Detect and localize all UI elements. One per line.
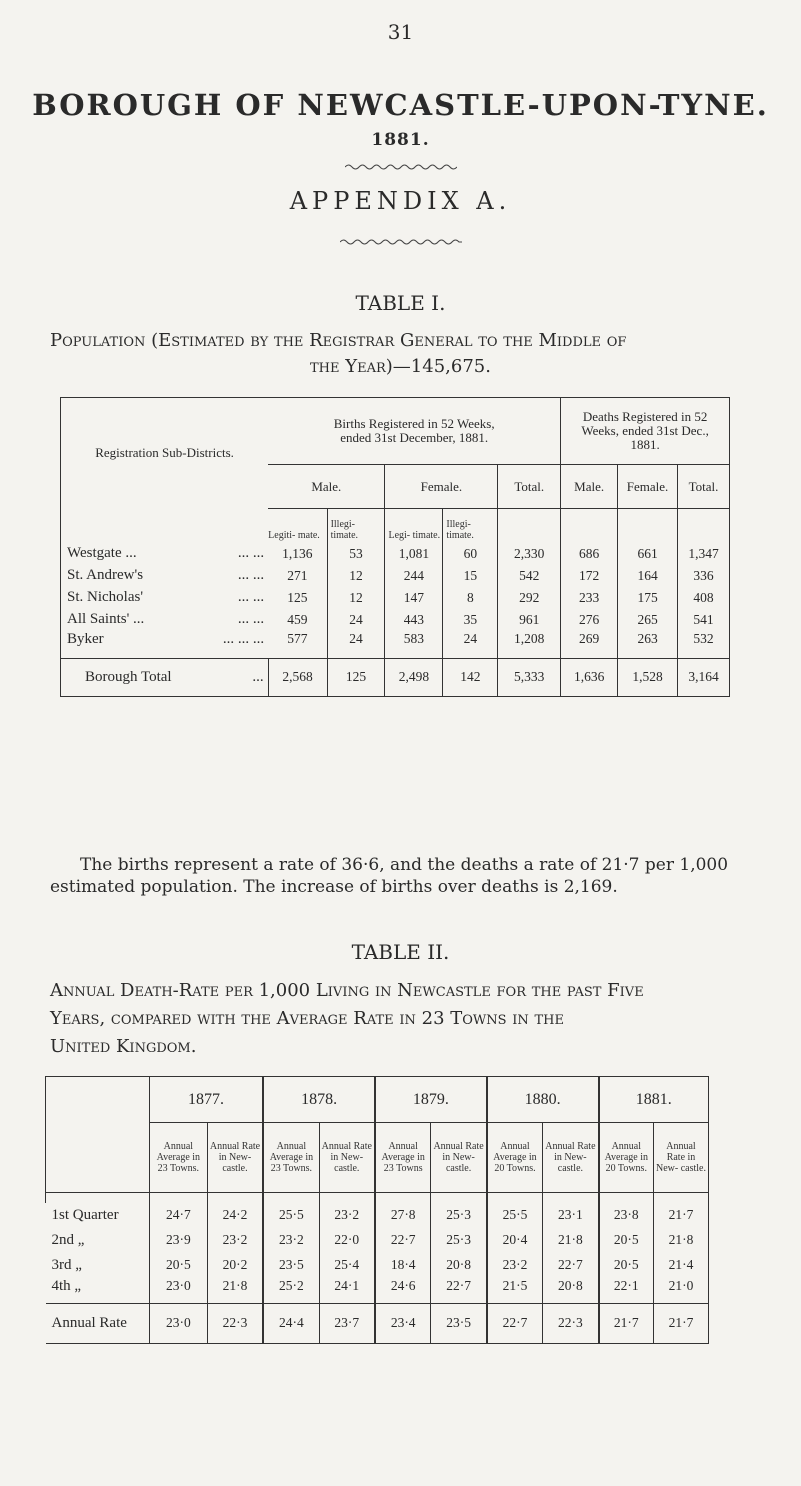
table-row [61,631,730,659]
table-row [61,609,730,631]
cell: 292 [498,587,561,609]
table1-caption-line1: Population (Estimated by the Registrar General to the Middle of [50,330,627,351]
cell: 23·5 [263,1253,319,1278]
cell: 22·3 [543,1303,599,1343]
cell: 1,136 [282,545,313,561]
cell: 25·2 [263,1278,319,1304]
cell: 22·7 [431,1278,487,1304]
table2-caption-line1: Annual Death-Rate per 1,000 Living in Newcastle for the past Five [50,980,644,1001]
cell: 125 [287,589,308,605]
row-name: 1st Quarter [51,1206,119,1223]
table2-heading: TABLE II. [351,940,450,964]
cell: 24 [443,631,498,659]
cell: 23·8 [599,1203,654,1228]
cell: 961 [498,609,561,631]
births-male-header: Male. [268,465,385,509]
cell: 53 [327,543,385,565]
cell: 20·5 [599,1253,654,1278]
cell: 532 [678,631,730,659]
table-row-total [61,658,730,696]
cell: 60 [443,543,498,565]
year-header-1880: 1880. [487,1077,599,1123]
year-header-1878: 1878. [263,1077,375,1123]
document-year: 1881. [371,130,430,150]
subheader: Annual Average in 23 Towns. [149,1123,207,1193]
cell: 20·5 [149,1253,207,1278]
cell: 24·1 [319,1278,375,1304]
legitimate-female-header: Legi- timate. [385,509,443,543]
cell: 21·0 [654,1278,709,1304]
cell: 21·8 [654,1228,709,1253]
cell: 20·5 [599,1228,654,1253]
row-name: All Saints' ... [67,611,145,627]
cell: 23·4 [375,1303,431,1343]
row-name: Borough Total [85,668,172,685]
subheader: Annual Rate in New- castle. [654,1123,709,1193]
table1-caption-line2: the Year)—145,675. [310,356,491,377]
cell: 265 [618,609,678,631]
table-row [61,587,730,609]
cell: 336 [678,565,730,587]
table-row [46,1253,709,1278]
leader-dots: ... ... [237,611,265,627]
cell: 23·1 [543,1203,599,1228]
cell: 541 [678,609,730,631]
page-number: 31 [387,20,414,44]
cell: 24·2 [207,1203,263,1228]
cell: 577 [287,631,308,646]
deaths-female-header: Female. [618,465,678,509]
table-row-annual [46,1303,709,1343]
cell: 22·3 [207,1303,263,1343]
leader-dots: ... ... ... [222,630,265,647]
table-row [46,1278,709,1304]
cell: 24·4 [263,1303,319,1343]
cell: 459 [287,611,308,627]
table2-caption-line2: Years, compared with the Average Rate in 23 Towns in the [50,1008,565,1029]
table-row [61,565,730,587]
cell: 25·3 [431,1228,487,1253]
cell: 269 [561,631,618,659]
row-name: St. Nicholas' [67,589,144,605]
cell: 1,081 [385,543,443,565]
row-name: 4th „ [51,1277,82,1294]
illegitimate-male-header: Illegi- timate. [327,509,385,543]
cell: 1,528 [618,658,678,696]
cell: 276 [561,609,618,631]
cell: 2,330 [498,543,561,565]
cell: 25·4 [319,1253,375,1278]
cell: 263 [618,631,678,659]
cell: 172 [561,565,618,587]
cell: 23·2 [487,1253,543,1278]
subheader: Annual Rate in New- castle. [431,1123,487,1193]
cell: 22·1 [599,1278,654,1304]
subheader: Annual Average in 23 Towns. [263,1123,319,1193]
summary-line1: The births represent a rate of 36·6, and the deaths a rate of 21·7 per 1,000 [80,855,729,875]
ornamental-rule [340,238,462,246]
cell: 12 [327,565,385,587]
subheader: Annual Rate in New- castle. [543,1123,599,1193]
cell: 20·2 [207,1253,263,1278]
cell: 24 [327,609,385,631]
births-total-header: Total. [498,465,561,509]
year-header-1879: 1879. [375,1077,487,1123]
cell: 21·4 [654,1253,709,1278]
row-name: St. Andrew's [67,567,144,583]
cell: 21·8 [543,1228,599,1253]
cell: 5,333 [498,658,561,696]
cell: 233 [561,587,618,609]
cell: 22·7 [375,1228,431,1253]
cell: 21·7 [654,1203,709,1228]
cell: 23·9 [149,1228,207,1253]
cell: 443 [385,609,443,631]
cell: 3,164 [678,658,730,696]
cell: 1,208 [498,631,561,659]
cell: 22·7 [487,1303,543,1343]
cell: 23·2 [319,1203,375,1228]
cell: 542 [498,565,561,587]
births-female-header: Female. [385,465,498,509]
cell: 583 [385,631,443,659]
cell: 24 [327,631,385,659]
cell: 147 [385,587,443,609]
year-header-1877: 1877. [149,1077,263,1123]
legitimate-male-header: Legiti- mate. [268,529,320,541]
cell: 21·5 [487,1278,543,1304]
subheader: Annual Rate in New- castle. [319,1123,375,1193]
cell: 18·4 [375,1253,431,1278]
cell: 23·7 [319,1303,375,1343]
cell: 24·7 [149,1203,207,1228]
cell: 23·5 [431,1303,487,1343]
cell: 22·7 [543,1253,599,1278]
cell: 1,636 [561,658,618,696]
cell: 20·8 [431,1253,487,1278]
document-title: BOROUGH OF NEWCASTLE-UPON-TYNE. [32,88,769,122]
cell: 27·8 [375,1203,431,1228]
cell: 661 [618,543,678,565]
deaths-male-header: Male. [561,465,618,509]
cell: 21·7 [599,1303,654,1343]
summary-line2: estimated population. The increase of births over deaths is 2,169. [50,877,618,897]
subheader: Annual Average in 20 Towns. [487,1123,543,1193]
deaths-header: Deaths Registered in 52 Weeks, ended 31st Dec., 1881. [561,398,730,465]
illegitimate-female-header: Illegi- timate. [443,509,498,543]
subheader: Annual Average in 23 Towns [375,1123,431,1193]
cell: 244 [385,565,443,587]
cell: 35 [443,609,498,631]
cell: 21·7 [654,1303,709,1343]
leader-dots: ... [252,668,264,685]
subheader: Annual Rate in New- castle. [207,1123,263,1193]
cell: 20·8 [543,1278,599,1304]
cell: 24·6 [375,1278,431,1304]
cell: 23·2 [263,1228,319,1253]
table2-caption-line3: United Kingdom. [50,1036,197,1057]
cell: 1,347 [678,543,730,565]
cell: 686 [561,543,618,565]
cell: 23·0 [149,1278,207,1304]
cell: 25·5 [487,1203,543,1228]
births-deaths-table [60,397,730,697]
cell: 25·3 [431,1203,487,1228]
table1-body [61,543,730,697]
year-header-1881: 1881. [599,1077,709,1123]
row-name: Annual Rate [46,1303,150,1343]
leader-dots: ... ... [237,589,265,605]
cell: 2,568 [268,658,327,696]
cell: 125 [327,658,385,696]
row-name: Byker [67,630,104,647]
table-row [46,1203,709,1228]
subheader: Annual Average in 20 Towns. [599,1123,654,1193]
table-row [61,543,730,565]
cell: 23·0 [149,1303,207,1343]
cell: 408 [678,587,730,609]
row-name: 3rd „ [51,1256,82,1273]
cell: 8 [443,587,498,609]
deaths-total-header: Total. [678,465,730,509]
leader-dots: ... ... [237,567,265,583]
table-row [46,1228,709,1253]
cell: 2,498 [385,658,443,696]
cell: 20·4 [487,1228,543,1253]
death-rate-table [45,1076,709,1344]
cell: 271 [287,567,308,583]
table1-heading: TABLE I. [355,291,446,315]
row-name: 2nd „ [51,1231,85,1248]
leader-dots: ... ... [237,545,265,561]
col-subdistricts-header: Registration Sub-Districts. [61,398,269,509]
cell: 25·5 [263,1203,319,1228]
cell: 23·2 [207,1228,263,1253]
cell: 12 [327,587,385,609]
ornamental-rule [345,163,457,171]
cell: 142 [443,658,498,696]
cell: 175 [618,587,678,609]
row-name: Westgate ... [67,545,137,561]
cell: 21·8 [207,1278,263,1304]
appendix-heading: APPENDIX A. [289,187,512,215]
births-header: Births Registered in 52 Weeks, ended 31st December, 1881. [268,398,561,465]
cell: 15 [443,565,498,587]
cell: 164 [618,565,678,587]
cell: 22·0 [319,1228,375,1253]
